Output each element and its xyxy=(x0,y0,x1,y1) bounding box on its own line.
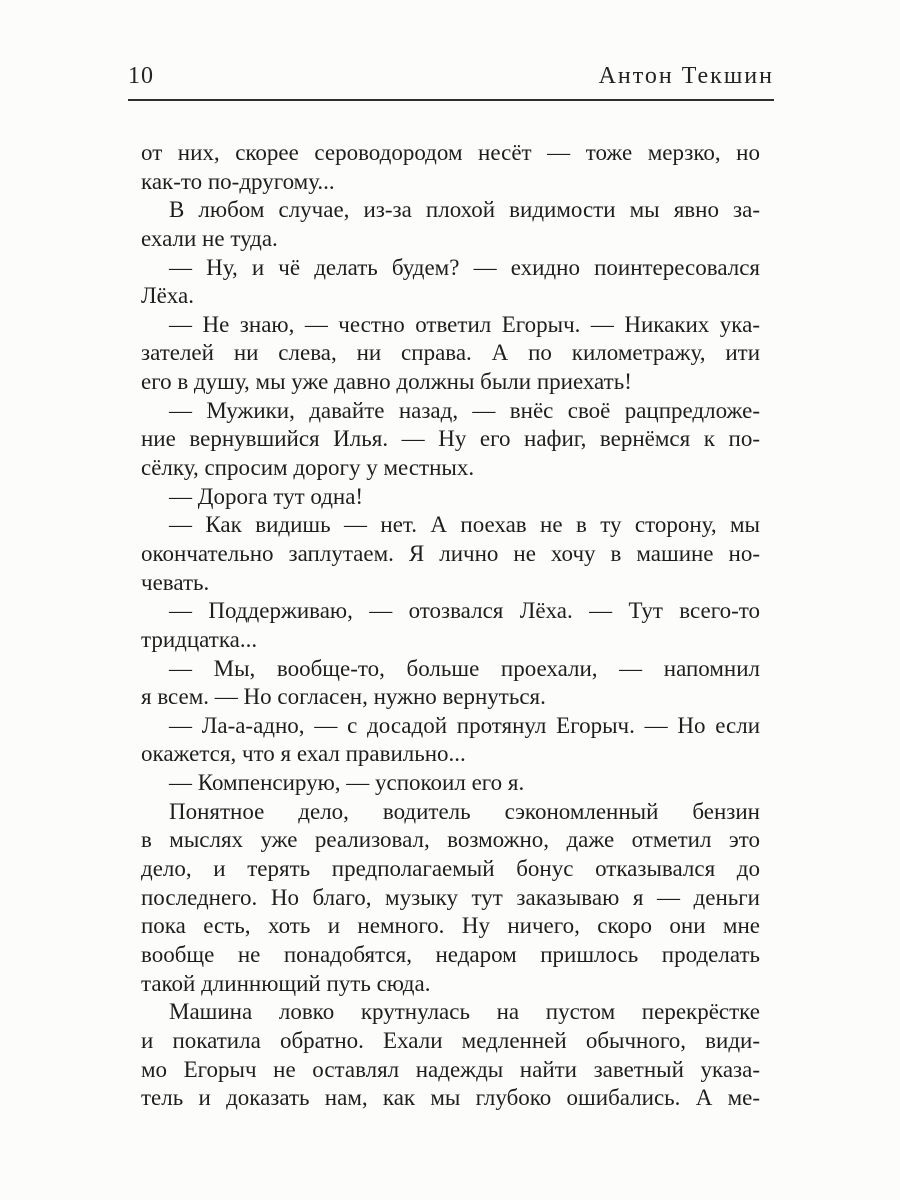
text-line: Понятное дело, водитель сэкономленный бензин xyxy=(169,798,760,824)
text-line: чевать. xyxy=(141,569,210,595)
text-line: — Дорога тут одна! xyxy=(169,483,364,509)
text-line: — Ла-а-адно, — с досадой протянул Егорыч. — Но если xyxy=(169,712,760,738)
text-line: от них, скорее сероводородом несёт — тоже мерзко, но xyxy=(141,140,760,165)
text-line: в мыслях уже реализовал, возможно, даже отметил это xyxy=(141,827,760,853)
text-line: тель и доказать нам, как мы глубоко ошибались. А ме- xyxy=(141,1085,760,1111)
running-head-author: Антон Текшин xyxy=(598,63,774,89)
text-line: — Как видишь — нет. А поехав не в ту сторону, мы xyxy=(169,512,760,538)
text-line: последнего. Но благо, музыку тут заказываю я — деньги xyxy=(141,884,760,910)
page-number: 10 xyxy=(128,63,154,89)
text-line: как-то по-другому... xyxy=(141,168,335,194)
text-line: его в душу, мы уже давно должны были приехать! xyxy=(141,369,632,395)
text-line: такой длиннющий путь сюда. xyxy=(141,970,431,996)
text-line: зателей ни слева, ни справа. А по километражу, ити xyxy=(141,340,760,366)
text-line: Машина ловко крутнулась на пустом перекрёстке xyxy=(169,999,760,1025)
text-line: ние вернувшийся Илья. — Ну его нафиг, вернёмся к по- xyxy=(141,426,760,452)
text-line: окажется, что я ехал правильно... xyxy=(141,741,466,767)
text-line: тридцатка... xyxy=(141,626,258,652)
text-line: — Компенсирую, — успокоил его я. xyxy=(169,770,525,796)
text-line: и покатила обратно. Ехали медленней обычного, види- xyxy=(141,1027,760,1053)
text-line: Лёха. xyxy=(141,283,194,309)
text-line: дело, и терять предполагаемый бонус отказывался до xyxy=(141,856,760,882)
text-line: окончательно заплутаем. Я лично не хочу в машине но- xyxy=(141,540,760,566)
text-line: — Ну, и чё делать будем? — ехидно поинтересовался xyxy=(169,254,760,280)
text-line: сёлку, спросим дорогу у местных. xyxy=(141,455,475,481)
text-line: — Мы, вообще-то, больше проехали, — напомнил xyxy=(169,655,760,681)
page-text xyxy=(141,139,760,1113)
text-line: ехали не туда. xyxy=(141,225,278,251)
text-line: — Не знаю, — честно ответил Егорыч. — Никаких ука- xyxy=(169,311,760,337)
text-line: — Мужики, давайте назад, — внёс своё рацпредложе- xyxy=(169,397,760,423)
text-line: пока есть, хоть и немного. Ну ничего, скоро они мне xyxy=(141,913,760,939)
page-header xyxy=(128,63,774,101)
text-line: мо Егорыч не оставлял надежды найти заветный указа- xyxy=(141,1056,760,1082)
text-line: я всем. — Но согласен, нужно вернуться. xyxy=(141,684,546,710)
text-line: вообще не понадобятся, недаром пришлось проделать xyxy=(141,941,760,967)
text-line: В любом случае, из-за плохой видимости мы явно за- xyxy=(169,197,760,223)
text-line: — Поддерживаю, — отозвался Лёха. — Тут всего-то xyxy=(169,598,760,624)
